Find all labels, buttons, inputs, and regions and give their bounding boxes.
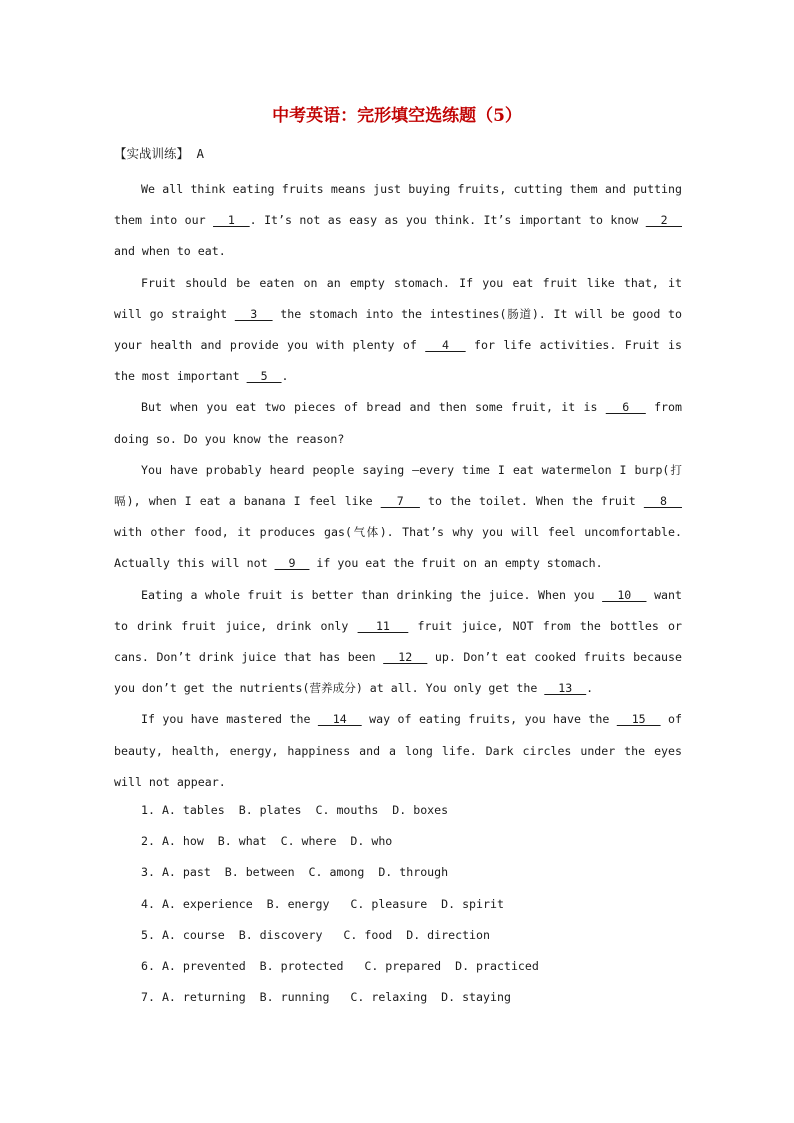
paragraph: [114, 268, 682, 393]
passage: [114, 174, 682, 798]
option-row: 5. A. course B. discovery C. food D. direction: [141, 927, 491, 942]
text-run: Fruit should be eaten on an empty stomach. If you eat fruit like that, it will go straight: [114, 275, 682, 321]
paragraph: [114, 174, 682, 268]
text-run: of beauty, health, energy, happiness and a long life. Dark circles under the eyes will not appear.: [114, 712, 682, 789]
text-run: if you eat the fruit on an empty stomach.: [309, 556, 603, 571]
text-run: . It’s not as easy as you think. It’s important to know: [249, 213, 646, 228]
option-row: 7. A. returning B. running C. relaxing D. staying: [141, 990, 511, 1005]
text-run: fruit juice, NOT from the bottles or cans. Don’t drink juice that has been: [114, 618, 682, 665]
text-run: But when you eat two pieces of bread and then some fruit, it is: [141, 400, 606, 415]
text-run: way of eating fruits, you have the: [361, 712, 617, 727]
text-run: up. Don’t eat cooked fruits because you don’t get the nutrients(营养成分) at all. You only get the: [114, 650, 682, 696]
option-row: 6. A. prevented B. protected C. prepared D. practiced: [141, 958, 539, 973]
text-run: .: [586, 681, 594, 696]
option-row: 4. A. experience B. energy C. pleasure D. spirit: [141, 896, 504, 911]
text-run: with other food, it produces gas(气体). That’s why you will feel uncomfortable. Actually this will not: [114, 525, 682, 571]
answer-blank: 10: [602, 587, 647, 602]
answer-blank: 6: [605, 400, 646, 415]
answer-blank: 9: [274, 556, 310, 571]
paragraph: [114, 704, 682, 798]
paragraph: [114, 392, 682, 454]
text-run: We all think eating fruits means just buying fruits, cutting them and putting them into our: [114, 182, 682, 228]
text-run: for life activities. Fruit is the most important: [114, 338, 682, 384]
answer-blank: 15: [616, 712, 661, 727]
text-run: from doing so. Do you know the reason?: [114, 400, 682, 446]
text-run: to the toilet. When the fruit: [419, 494, 644, 509]
answer-options: [141, 795, 681, 1013]
paragraph: [114, 580, 682, 705]
section-label: 【实战训练】 A: [114, 146, 205, 161]
answer-blank: 3: [234, 306, 273, 321]
text-run: You have probably heard people saying —every time I eat watermelon I burp(打嗝), when I eat a banana I feel like: [114, 462, 682, 509]
answer-blank: 5: [246, 369, 282, 384]
answer-blank: 14: [317, 712, 362, 727]
answer-blank: 13: [544, 681, 587, 696]
paragraph: [114, 455, 682, 580]
answer-blank: 7: [380, 494, 420, 509]
text-run: and when to eat.: [114, 244, 226, 259]
answer-blank: 1: [213, 213, 250, 228]
answer-blank: 8: [643, 494, 682, 509]
option-row: 1. A. tables B. plates C. mouths D. boxes: [141, 803, 449, 817]
option-row: 2. A. how B. what C. where D. who: [141, 834, 393, 849]
answer-blank: 11: [357, 618, 409, 633]
text-run: If you have mastered the: [141, 712, 318, 727]
option-row: 3. A. past B. between C. among D. through: [141, 865, 449, 880]
answer-blank: 4: [425, 338, 466, 353]
answer-blank: 12: [383, 650, 428, 665]
answer-blank: 2: [645, 213, 682, 228]
text-run: want to drink fruit juice, drink only: [114, 587, 683, 633]
text-run: .: [281, 369, 289, 384]
text-run: Eating a whole fruit is better than drinking the juice. When you: [141, 587, 603, 602]
text-run: the stomach into the intestines(肠道). It will be good to your health and provide you with plenty of: [114, 306, 682, 353]
page-title: 中考英语：完形填空选练题（5）: [272, 106, 522, 126]
